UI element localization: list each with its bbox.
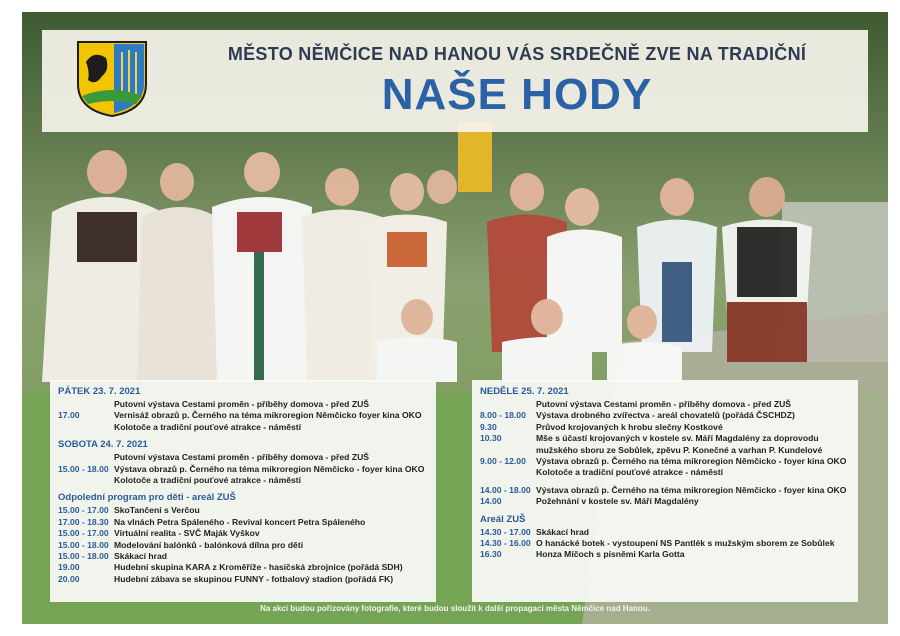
- schedule-row: 17.00 Vernisáž obrazů p. Černého na téma mikroregion Němčicko foyer kina OKO: [58, 410, 422, 421]
- schedule-row: 17.00 - 18.30 Na vlnách Petra Spáleného - Revival koncert Petra Spáleného: [58, 516, 366, 527]
- schedule-row: 15.00 - 18.00 Výstava obrazů p. Černého na téma mikroregion Němčicko - foyer kina OKO: [58, 463, 425, 474]
- schedule-row: Putovní výstava Cestami proměn - příběhy domova - před ZUŠ: [536, 399, 792, 409]
- schedule-row: Kolotoče a tradiční pouťové atrakce - náměstí: [536, 467, 724, 478]
- schedule-row: 14.00 Požehnání v kostele sv. Máří Magdalény: [480, 496, 699, 507]
- schedule-row: 9.30 Průvod krojovaných k hrobu slečny Kostkové: [480, 421, 723, 432]
- schedule-panel-left: [50, 380, 436, 602]
- schedule-row: 15.00 - 17.00 Virtuální realita - SVČ Maják Vyškov: [58, 528, 260, 539]
- poster: [22, 12, 888, 624]
- kids-program-heading: Odpolední program pro děti - areál ZUŠ: [58, 492, 236, 504]
- schedule-row: 14.00 - 18.00 Výstava obrazů p. Černého na téma mikroregion Němčicko - foyer kina OKO: [480, 484, 847, 495]
- schedule-row: 15.00 - 18.00 Modelování balónků - balónková dílna pro děti: [58, 539, 304, 550]
- schedule-row: 20.00 Hudební zábava se skupinou FUNNY - fotbalový stadion (pořádá FK): [58, 573, 394, 584]
- event-title: NAŠE HODY: [381, 70, 653, 119]
- schedule-row: Kolotoče a tradiční pouťové atrakce - náměstí: [114, 475, 302, 486]
- saturday-heading: SOBOTA 24. 7. 2021: [58, 439, 148, 451]
- header-banner: [42, 30, 868, 132]
- schedule-row: 16.30 Honza Míčoch s písněmi Karla Gotta: [480, 549, 685, 560]
- schedule-row: Kolotoče a tradiční pouťové atrakce - náměstí: [114, 421, 302, 432]
- schedule-row: 15.00 - 18.00 Skákací hrad: [58, 551, 168, 562]
- invitation-line: MĚSTO NĚMČICE NAD HANOU VÁS SRDEČNĚ ZVE NA TRADIČNÍ: [227, 44, 807, 64]
- schedule-row: 19.00 Hudební skupina KARA z Kroměříže - hasičská zbrojnice (pořádá SDH): [58, 562, 403, 573]
- schedule-row: 9.00 - 12.00 Výstava obrazů p. Černého na téma mikroregion Němčicko - foyer kina OKO: [480, 456, 847, 467]
- town-crest-icon: [76, 40, 148, 118]
- schedule-panel-right: [472, 380, 858, 602]
- schedule-row: Putovní výstava Cestami proměn - příběhy domova - před ZUŠ: [114, 452, 370, 463]
- schedule-row: 15.00 - 17.00 SkoTančení s Verčou: [58, 505, 200, 516]
- schedule-row: Putovní výstava Cestami proměn - příběhy domova - před ZUŠ: [114, 399, 370, 409]
- schedule-row: 8.00 - 18.00 Výstava drobného zvířectva - areál chovatelů (pořádá ČSCHDZ): [480, 410, 795, 421]
- friday-heading: PÁTEK 23. 7. 2021: [58, 386, 141, 397]
- zus-area-heading: Areál ZUŠ: [480, 513, 526, 525]
- schedule-row: 14.30 - 17.00 Skákací hrad: [480, 526, 590, 537]
- photo-notice: Na akci budou pořizovány fotografie, které budou sloužit k další propagaci města Němčice nad Hanou.: [260, 604, 650, 613]
- schedule-row: 14.30 - 16.00 O hanácké botek - vystoupení NS Pantlék s mužským sborem ze Sobůlek: [480, 538, 835, 549]
- sunday-heading: NEDĚLE 25. 7. 2021: [480, 386, 569, 397]
- schedule-row: 10.30 Mše s účastí krojovaných v kostele sv. Máří Magdalény za doprovodu mužského sboru ze Sobůlek, zpěvu P. Konečné a varhan P. Kundelové: [480, 433, 823, 455]
